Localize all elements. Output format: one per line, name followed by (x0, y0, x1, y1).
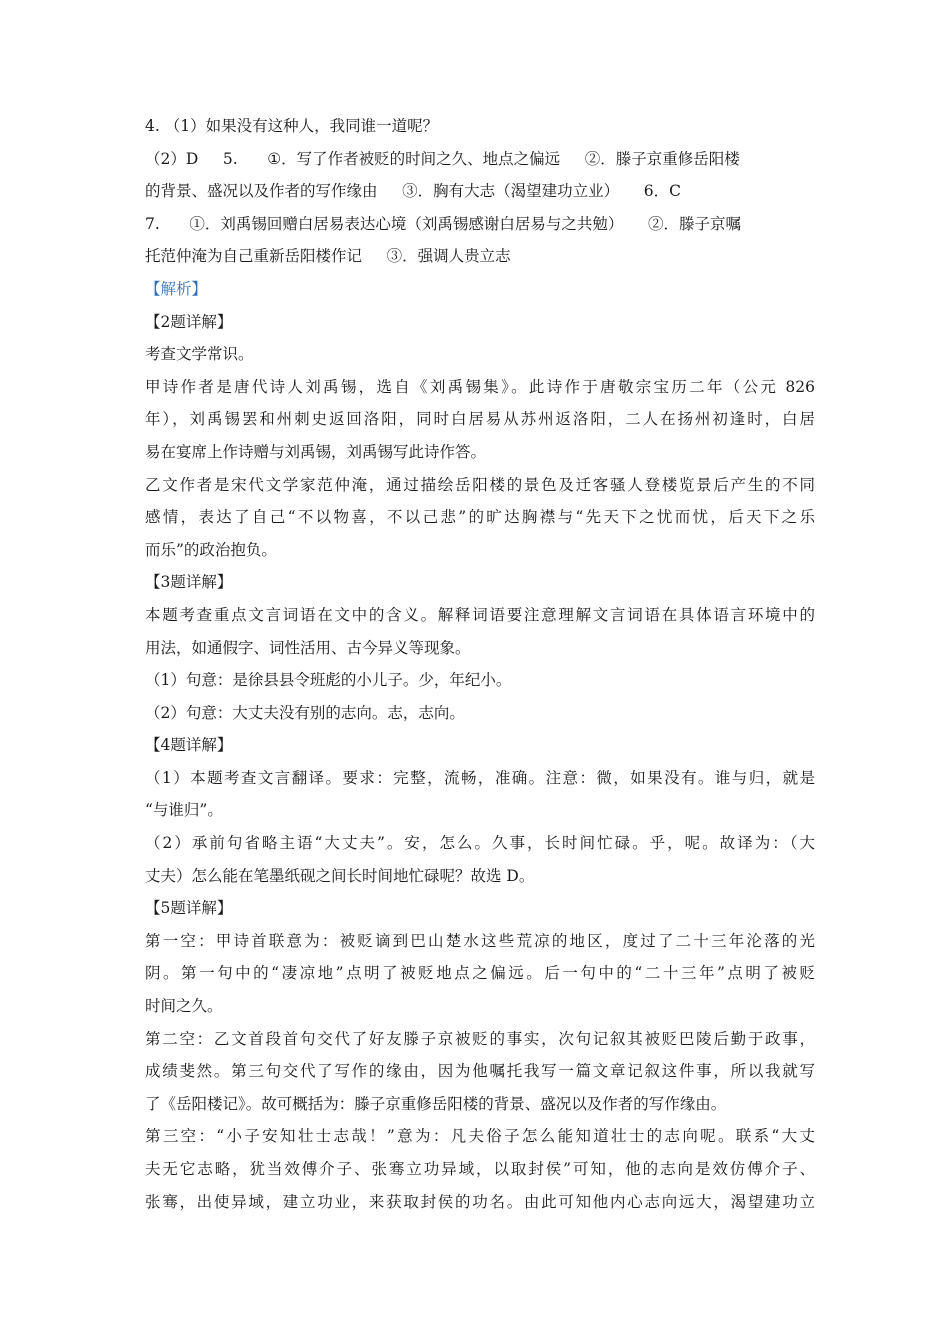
section-heading: 【4题详解】 (145, 736, 233, 755)
paragraph-line: 第二空：乙文首段首句交代了好友滕子京被贬的事实，次句记叙其被贬巴陵后勤于政事， (145, 1029, 815, 1048)
paragraph-line: （1）本题考查文言翻译。要求：完整，流畅，准确。注意：微，如果没有。谁与归，就是 (145, 768, 815, 787)
document-page (145, 110, 815, 1218)
paragraph-line: 用法，如通假字、词性活用、古今异义等现象。 (145, 638, 471, 657)
paragraph-line: 丈夫）怎么能在笔墨纸砚之间长时间地忙碌呢？故选 D。 (145, 866, 535, 885)
answer-line: （2）D 5. ①．写了作者被贬的时间之久、地点之偏远 ②．滕子京重修岳阳楼 (145, 149, 740, 168)
paragraph-line: 了《岳阳楼记》。故可概括为：滕子京重修岳阳楼的背景、盛况以及作者的写作缘由。 (145, 1094, 727, 1113)
paragraph-line: 时间之久。 (145, 997, 223, 1016)
answer-line: 的背景、盛况以及作者的写作缘由 ③．胸有大志（渴望建功立业） 6．C (145, 182, 681, 201)
question-2-explanation (145, 306, 815, 567)
paragraph-line: 考查文学常识。 (145, 345, 254, 364)
paragraph-line: 第一空：甲诗首联意为：被贬谪到巴山楚水这些荒凉的地区，度过了二十三年沦落的光 (145, 931, 815, 950)
answer-section (145, 110, 815, 273)
paragraph-line: 第三空：“小子安知壮士志哉！”意为：凡夫俗子怎么能知道壮士的志向呢。联系“大丈 (145, 1127, 815, 1146)
question-5-explanation (145, 892, 815, 1218)
section-heading: 【3题详解】 (145, 573, 233, 592)
paragraph-line: 本题考查重点文言词语在文中的含义。解释词语要注意理解文言词语在具体语言环境中的 (145, 605, 815, 624)
paragraph-line: 阴。第一句中的“凄凉地”点明了被贬地点之偏远。后一句中的“二十三年”点明了被贬 (145, 964, 815, 983)
paragraph-line: “与谁归”。 (145, 801, 223, 820)
paragraph-line: 而乐”的政治抱负。 (145, 540, 277, 559)
paragraph-line: 夫无它志略，犹当效傅介子、张骞立功异域，以取封侯”可知，他的志向是效仿傅介子、 (145, 1160, 815, 1178)
paragraph-line: （1）句意：是徐县县令班彪的小儿子。少，年纪小。 (145, 671, 512, 690)
paragraph-line: 张骞，出使异域，建立功业，来获取封侯的功名。由此可知他内心志向远大，渴望建功立 (145, 1192, 815, 1211)
answer-line: 托范仲淹为自己重新岳阳楼作记 ③．强调人贵立志 (145, 247, 511, 266)
answer-line: 4. （1）如果没有这种人，我同谁一道呢？ (145, 117, 439, 135)
paragraph-line: 乙文作者是宋代文学家范仲淹，通过描绘岳阳楼的景色及迁客骚人登楼览景后产生的不同 (145, 475, 815, 494)
question-4-explanation (145, 729, 815, 892)
section-heading: 【2题详解】 (145, 312, 233, 331)
paragraph-line: （2）句意：大丈夫没有别的志向。志，志向。 (145, 703, 465, 722)
analysis-label: 【解析】 (145, 279, 208, 298)
answer-line: 7. ①．刘禹锡回赠白居易表达心境（刘禹锡感谢白居易与之共勉） ②．滕子京嘱 (145, 214, 741, 233)
paragraph-line: 成绩斐然。第三句交代了写作的缘由，因为他嘱托我写一篇文章记叙这件事，所以我就写 (145, 1062, 815, 1081)
paragraph-line: 易在宴席上作诗赠与刘禹锡，刘禹锡写此诗作答。 (145, 442, 487, 461)
question-3-explanation (145, 566, 815, 729)
paragraph-line: 感情，表达了自己“不以物喜，不以己悲”的旷达胸襟与“先天下之忧而忧，后天下之乐 (145, 508, 815, 527)
paragraph-line: 年），刘禹锡罢和州刺史返回洛阳，同时白居易从苏州返洛阳，二人在扬州初逢时，白居 (145, 410, 815, 429)
paragraph-line: 甲诗作者是唐代诗人刘禹锡，选自《刘禹锡集》。此诗作于唐敬宗宝历二年（公元 826 (145, 377, 815, 396)
paragraph-line: （2）承前句省略主语“大丈夫”。安，怎么。久事，长时间忙碌。乎，呢。故译为：（大 (145, 834, 815, 853)
section-heading: 【5题详解】 (145, 899, 233, 918)
